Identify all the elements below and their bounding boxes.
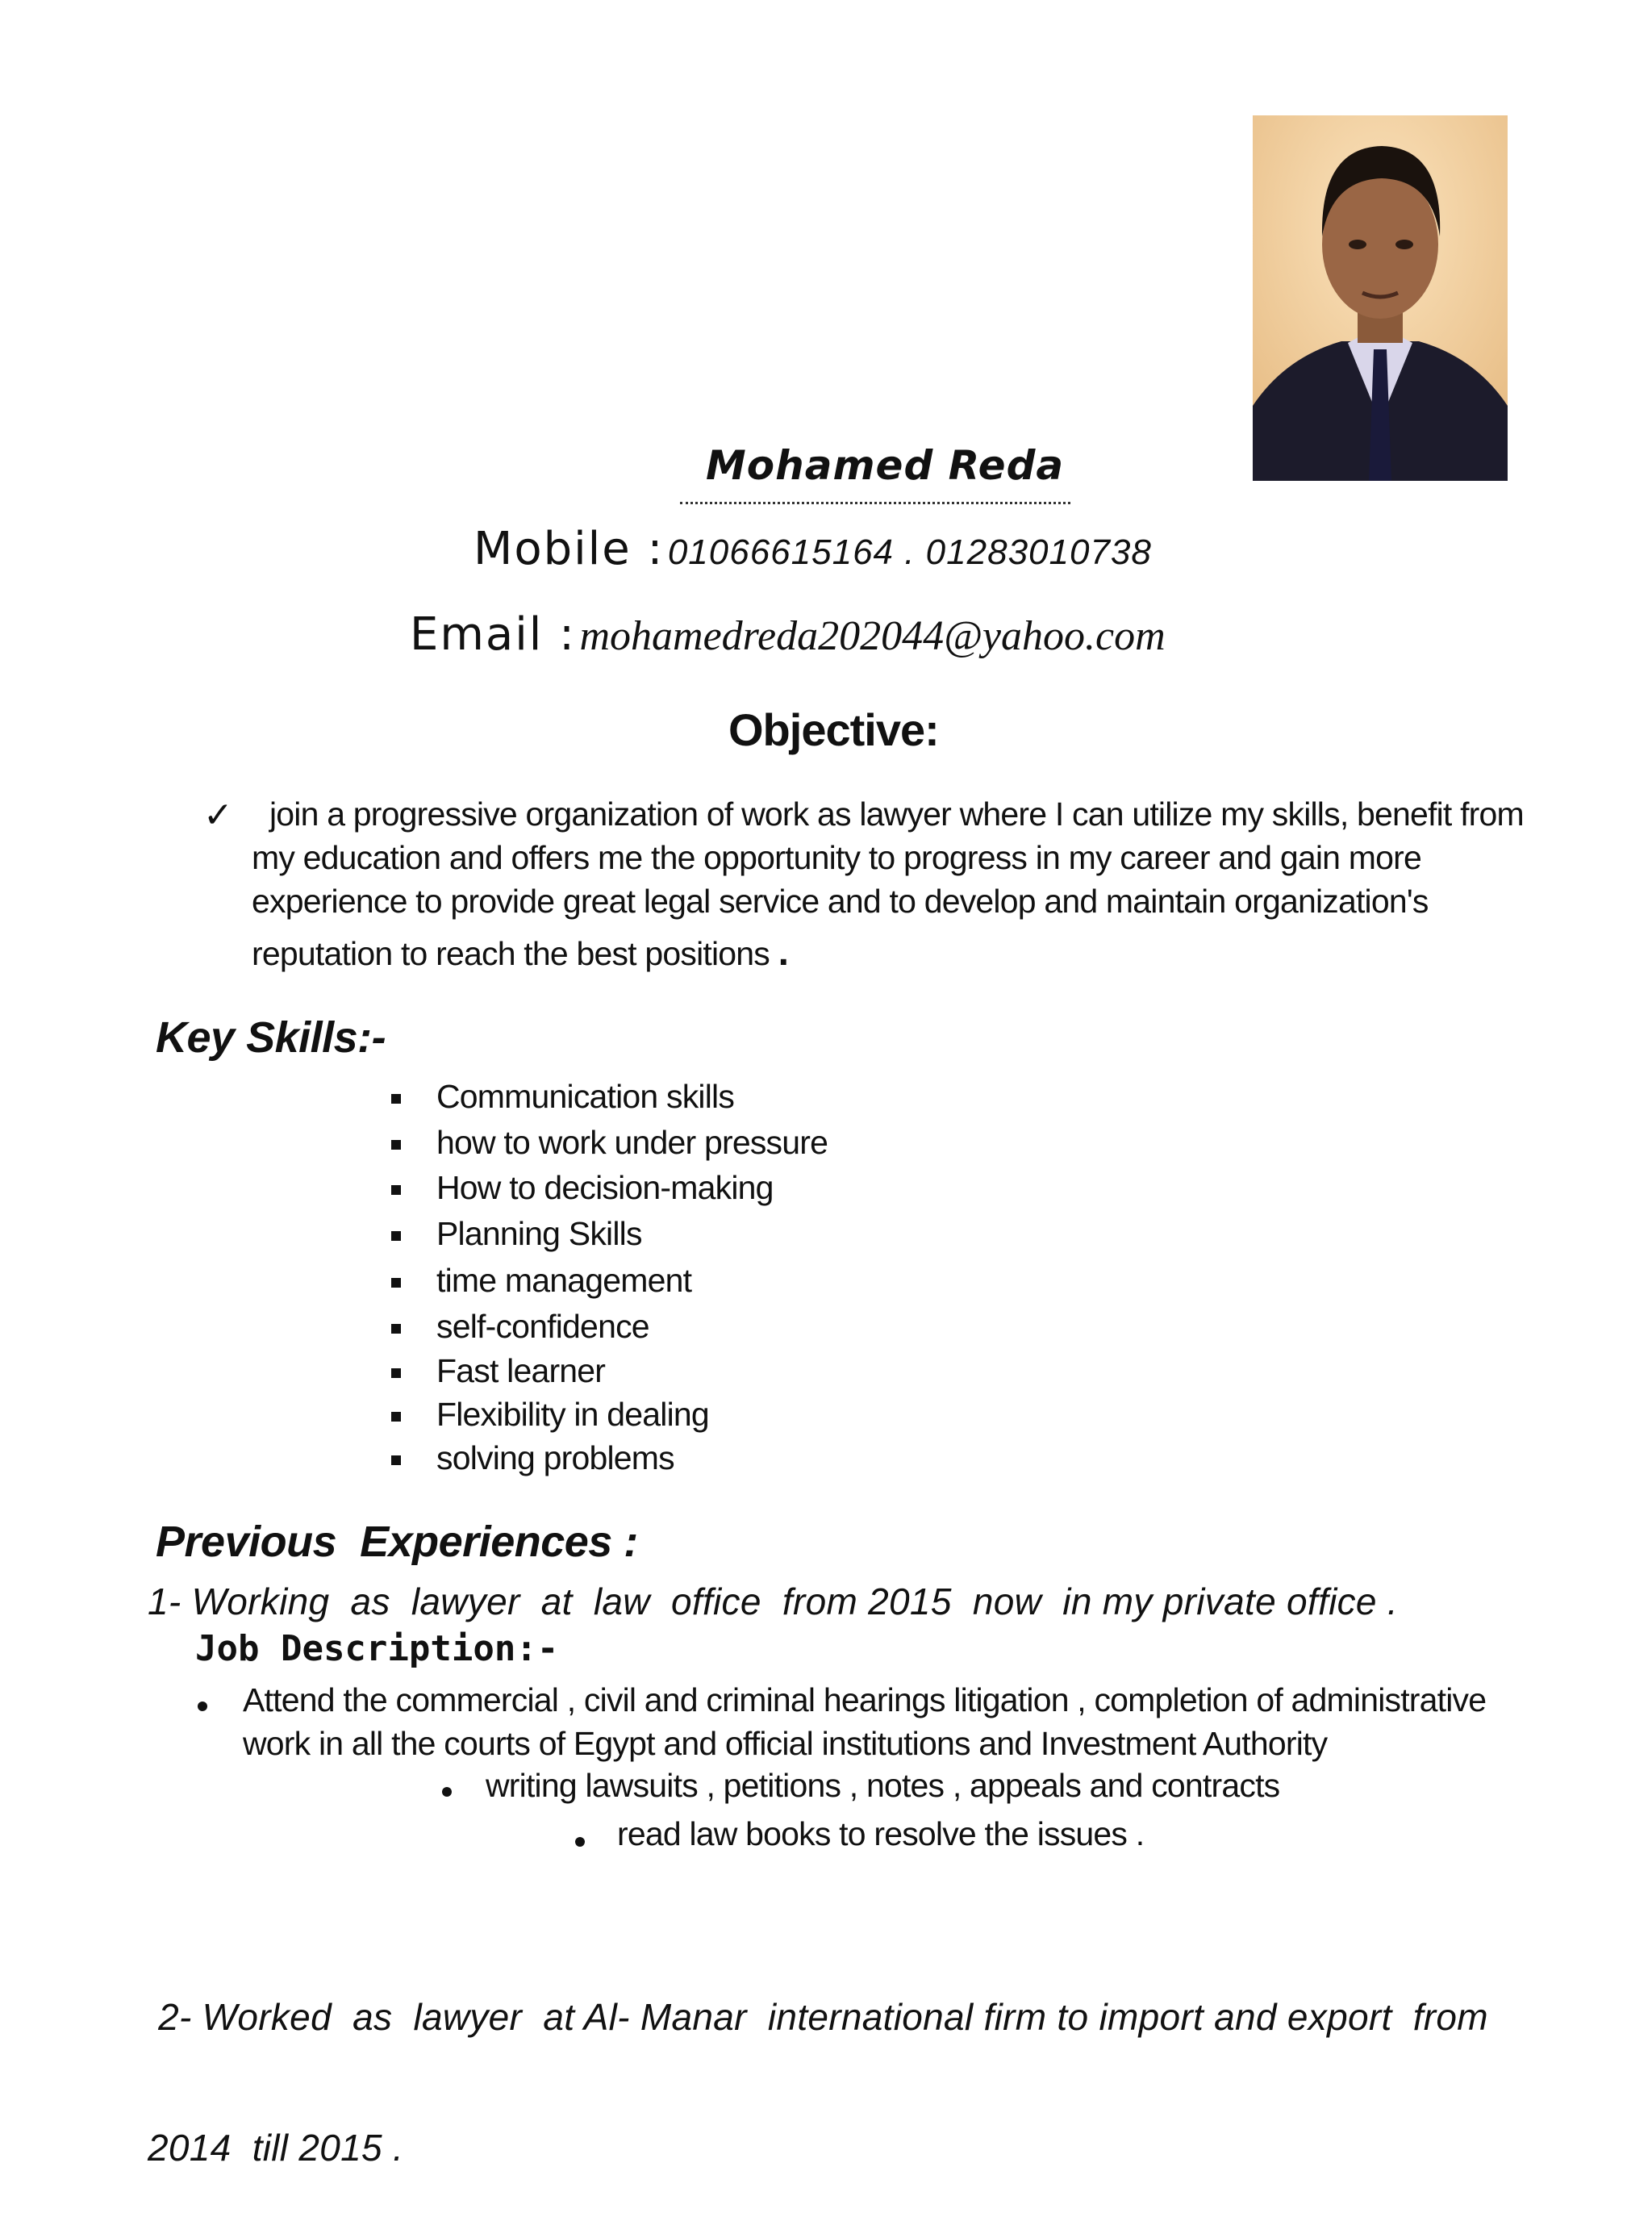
skill-text: how to work under pressure — [436, 1124, 828, 1161]
skill-text: Planning Skills — [436, 1215, 642, 1252]
objective-end-mark: . — [778, 931, 789, 974]
objective-line-4 — [252, 931, 1510, 975]
square-bullet-icon — [391, 1094, 401, 1104]
skill-text: Flexibility in dealing — [436, 1396, 709, 1433]
objective-line-4-text: reputation to reach the best positions — [252, 935, 770, 972]
skill-item — [391, 1169, 828, 1215]
job-1-duty-2: writing lawsuits , petitions , notes , appeals and contracts — [486, 1767, 1280, 1804]
square-bullet-icon — [391, 1324, 401, 1334]
objective-line-1: join a progressive organization of work as lawyer where I can utilize my skills, benefit from — [269, 795, 1524, 833]
objective-heading: Objective: — [728, 704, 939, 755]
objective-line-2: my education and offers me the opportunity to progress in my career and gain more — [252, 839, 1421, 876]
job-1-duty-3: read law books to resolve the issues . — [617, 1815, 1145, 1852]
objective-line-3: experience to provide great legal service and to develop and maintain organization's — [252, 883, 1429, 920]
job-2-title-line-2: 2014 till 2015 . — [148, 2127, 404, 2169]
mobile-label: Mobile : — [473, 523, 665, 575]
skill-text: Communication skills — [436, 1078, 735, 1115]
email-value: mohamedreda202044@yahoo.com — [579, 613, 1166, 659]
square-bullet-icon — [391, 1231, 401, 1241]
round-bullet-icon — [442, 1787, 452, 1797]
square-bullet-icon — [391, 1412, 401, 1422]
square-bullet-icon — [391, 1368, 401, 1378]
job-1-duty-1-line-1: Attend the commercial , civil and criminal hearings litigation , completion of administrative — [243, 1681, 1487, 1718]
skill-text: solving problems — [436, 1439, 674, 1476]
job-description-heading: Job Description:- — [195, 1628, 559, 1669]
square-bullet-icon — [391, 1185, 401, 1195]
portrait-image — [1253, 115, 1508, 481]
square-bullet-icon — [391, 1140, 401, 1150]
mobile-line — [473, 523, 1152, 575]
skill-item — [391, 1352, 828, 1396]
objective-paragraph — [252, 792, 1524, 975]
skill-item — [391, 1262, 828, 1308]
skill-text: time management — [436, 1262, 692, 1299]
round-bullet-icon — [198, 1702, 207, 1711]
previous-experiences-heading: Previous Experiences : — [156, 1518, 638, 1566]
job-1-duty-1 — [243, 1678, 1486, 1765]
name-dotted-underline — [680, 502, 1070, 504]
skill-item — [391, 1124, 828, 1169]
key-skills-heading: Key Skills:- — [156, 1013, 386, 1062]
skill-text: self-confidence — [436, 1308, 649, 1345]
round-bullet-icon — [575, 1837, 585, 1847]
key-skills-list — [391, 1078, 828, 1483]
square-bullet-icon — [391, 1455, 401, 1465]
skill-item — [391, 1439, 828, 1483]
skill-text: Fast learner — [436, 1352, 606, 1389]
job-1-duty-1-line-2: work in all the courts of Egypt and official institutions and Investment Authority — [243, 1725, 1328, 1762]
skill-item — [391, 1078, 828, 1124]
mobile-value: 01066615164 . 01283010738 — [667, 532, 1152, 572]
checkmark-icon: ✓ — [203, 795, 233, 836]
candidate-name-text: Mohamed Reda — [706, 442, 1065, 489]
job-2-title-line-1: 2- Worked as lawyer at Al- Manar international firm to import and export from — [148, 1996, 1488, 2038]
skill-item — [391, 1215, 828, 1262]
job-2-title — [148, 1908, 1488, 2213]
email-label: Email : — [410, 608, 577, 661]
email-line — [410, 608, 1166, 661]
square-bullet-icon — [391, 1278, 401, 1288]
skill-item — [391, 1396, 828, 1439]
skill-item — [391, 1308, 828, 1352]
job-1-title: 1- Working as lawyer at law office from 2015 now in my private office . — [148, 1580, 1398, 1622]
skill-text: How to decision-making — [436, 1169, 774, 1206]
profile-photo — [1253, 115, 1508, 481]
